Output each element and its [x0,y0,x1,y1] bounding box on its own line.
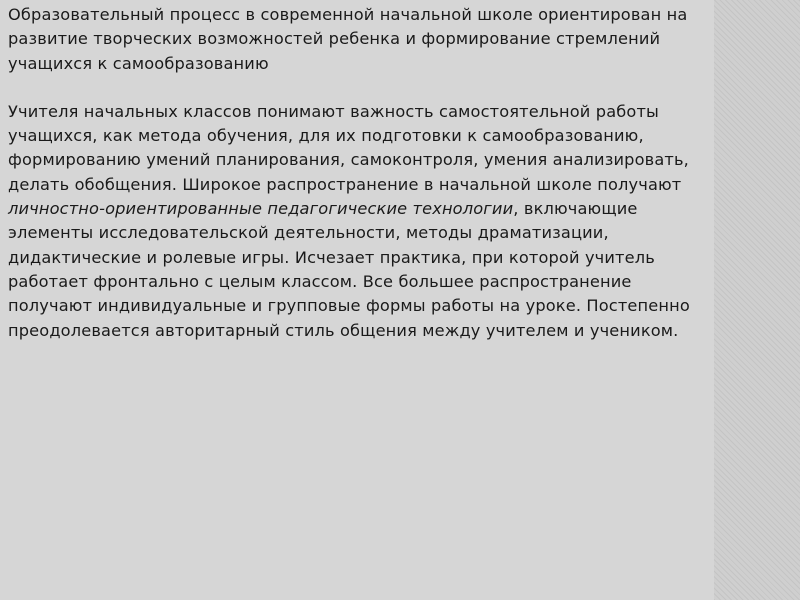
decorative-stripe-panel [714,0,800,600]
intro-paragraph: Образовательный процесс в современной начальной школе ориентирован на развитие творческих возможностей ребенка и формирование стремлений учащихся к самообразованию [8,5,688,73]
main-paragraph-emphasis: личностно-ориентированные педагогические технологии [8,199,514,219]
main-paragraph [8,100,698,343]
slide-text-body [8,3,698,343]
main-paragraph-text-start: Учителя начальных классов понимают важность самостоятельной работы учащихся, как метода обучения, для их подготовки к самообразованию, формированию умений планирования, самоконтроля, умения анализировать, делать обобщения. Широкое распространение в начальной школе получают [8,101,689,194]
main-paragraph-text-end: , включающие элементы исследовательской деятельности, методы драматизации, дидактические и ролевые игры. Исчезает практика, при которой учитель работает фронтально с целым классом. Все большее распространение получают индивидуальные и групповые формы работы на уроке. Постепенно преодолевается авторитарный стиль общения между учителем и учеником. [8,199,690,340]
